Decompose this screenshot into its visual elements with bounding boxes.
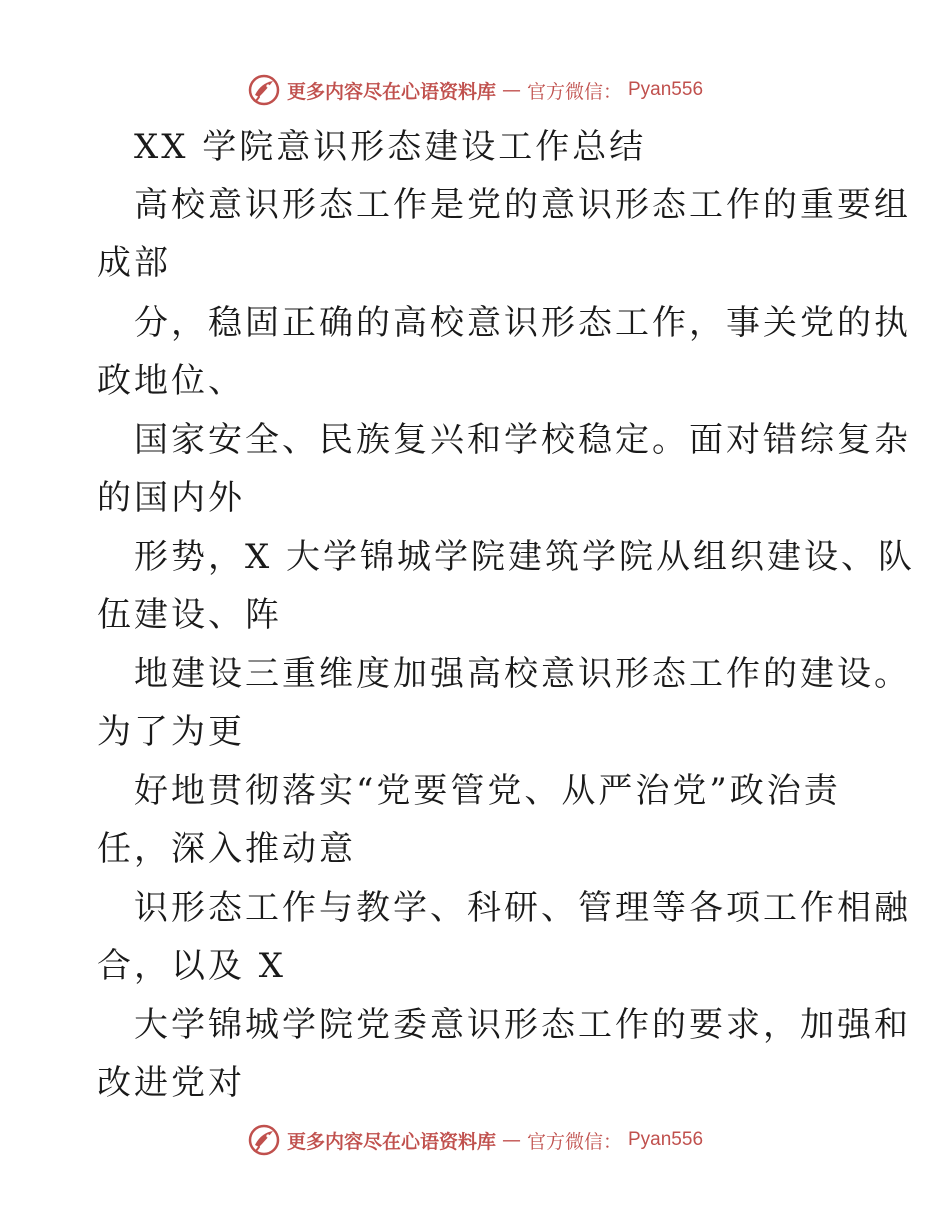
text-line: 政地位、 [97,361,245,401]
text-line: 大学锦城学院党委意识形态工作的要求，加强和 [134,1005,911,1045]
text-line: 地建设三重维度加强高校意识形态工作的建设。 [134,654,911,694]
watermark-wechat-id: Pyan556 [628,79,704,100]
watermark-dash: — [501,79,521,101]
text-line: 识形态工作与教学、科研、管理等各项工作相融 [134,888,911,928]
text-line: 分，稳固正确的高校意识形态工作，事关党的执 [134,303,911,343]
watermark-wechat-id: Pyan556 [628,1129,704,1150]
text-line: 改进党对 [97,1063,245,1103]
text-line: 国家安全、民族复兴和学校稳定。面对错综复杂 [134,420,911,460]
document-title: XX 学院意识形态建设工作总结 [134,127,647,167]
watermark-main-text: 更多内容尽在心语资料库 [286,1130,496,1153]
text-line: 伍建设、阵 [97,595,282,635]
text-line: 合，以及 X [97,946,287,986]
text-line: 为了为更 [97,712,245,752]
text-line: 的国内外 [97,478,245,518]
text-line: 任，深入推动意 [97,829,356,869]
watermark-banner-bottom [0,1120,950,1160]
pen-logo-icon [247,1123,281,1157]
text-line: 形势，X 大学锦城学院建筑学院从组织建设、队 [134,537,916,577]
text-line: 高校意识形态工作是党的意识形态工作的重要组 [134,185,911,225]
watermark-dash: — [501,1129,521,1151]
watermark-main-text: 更多内容尽在心语资料库 [286,80,496,103]
text-line: 好地贯彻落实“党要管党、从严治党”政治责 [134,771,841,811]
text-line: 成部 [97,243,171,283]
watermark-sub-text: 官方微信： [526,1130,622,1153]
watermark-sub-text: 官方微信： [526,80,622,103]
